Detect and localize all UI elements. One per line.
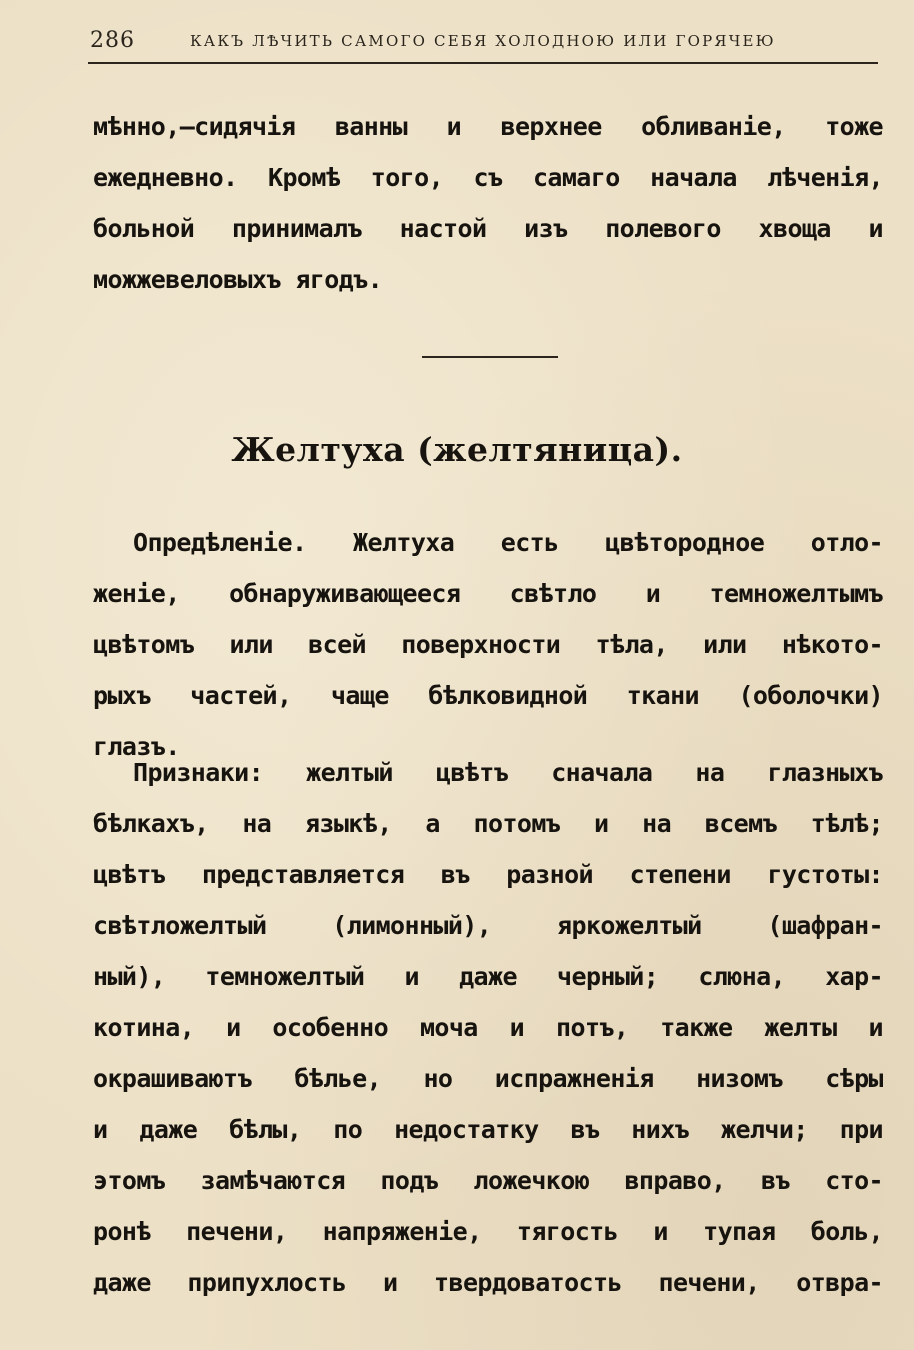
text-line: ронѣ печени, напряженіе, тягость и тупая боль,	[93, 1217, 883, 1246]
page-header	[86, 28, 876, 60]
header-rule	[88, 62, 878, 64]
section-divider	[422, 356, 558, 358]
text-line: свѣтложелтый (лимонный), яркожелтый (шафран-	[93, 911, 883, 940]
text-line: и даже бѣлы, по недостатку въ нихъ желчи; при	[93, 1115, 883, 1144]
text-line: ный), темножелтый и даже черный; слюна, хар-	[93, 962, 883, 991]
text-line: Опредѣленіе. Желтуха есть цвѣтородное отло-	[133, 528, 883, 557]
text-line: ежедневно. Кромѣ того, съ самаго начала лѣченія,	[93, 163, 883, 192]
text-line: котина, и особенно моча и потъ, также желты и	[93, 1013, 883, 1042]
text-line: можжевеловыхъ ягодъ.	[93, 265, 383, 294]
text-line: мѣнно,—сидячія ванны и верхнее обливаніе, тоже	[93, 112, 883, 141]
text-line: женіе, обнаруживающееся свѣтло и темножелтымъ	[93, 579, 883, 608]
page-number: 286	[90, 28, 135, 53]
paragraph-definition	[93, 517, 883, 772]
text-line: окрашиваютъ бѣлье, но испражненія низомъ сѣры	[93, 1064, 883, 1093]
text-line: цвѣтомъ или всей поверхности тѣла, или нѣкото-	[93, 630, 883, 659]
paragraph-continuation	[93, 101, 883, 305]
text-line: бѣлкахъ, на языкѣ, а потомъ и на всемъ тѣлѣ;	[93, 809, 883, 838]
text-line: даже припухлость и твердоватость печени, отвра-	[93, 1268, 883, 1297]
text-line: глазъ.	[93, 732, 180, 761]
text-line: рыхъ частей, чаще бѣлковидной ткани (оболочки)	[93, 681, 883, 710]
text-line: цвѣтъ представляется въ разной степени густоты:	[93, 860, 883, 889]
text-line: Признаки: желтый цвѣтъ сначала на глазныхъ	[133, 758, 883, 787]
paragraph-symptoms	[93, 747, 883, 1308]
text-line: этомъ замѣчаются подъ ложечкою вправо, въ сто-	[93, 1166, 883, 1195]
running-title: КАКЪ ЛѢЧИТЬ САМОГО СЕБЯ ХОЛОДНОЮ ИЛИ ГОРЯЧЕЮ	[190, 32, 776, 50]
text-line: больной принималъ настой изъ полевого хвоща и	[93, 214, 883, 243]
section-heading: Желтуха (желтяница).	[231, 430, 683, 469]
